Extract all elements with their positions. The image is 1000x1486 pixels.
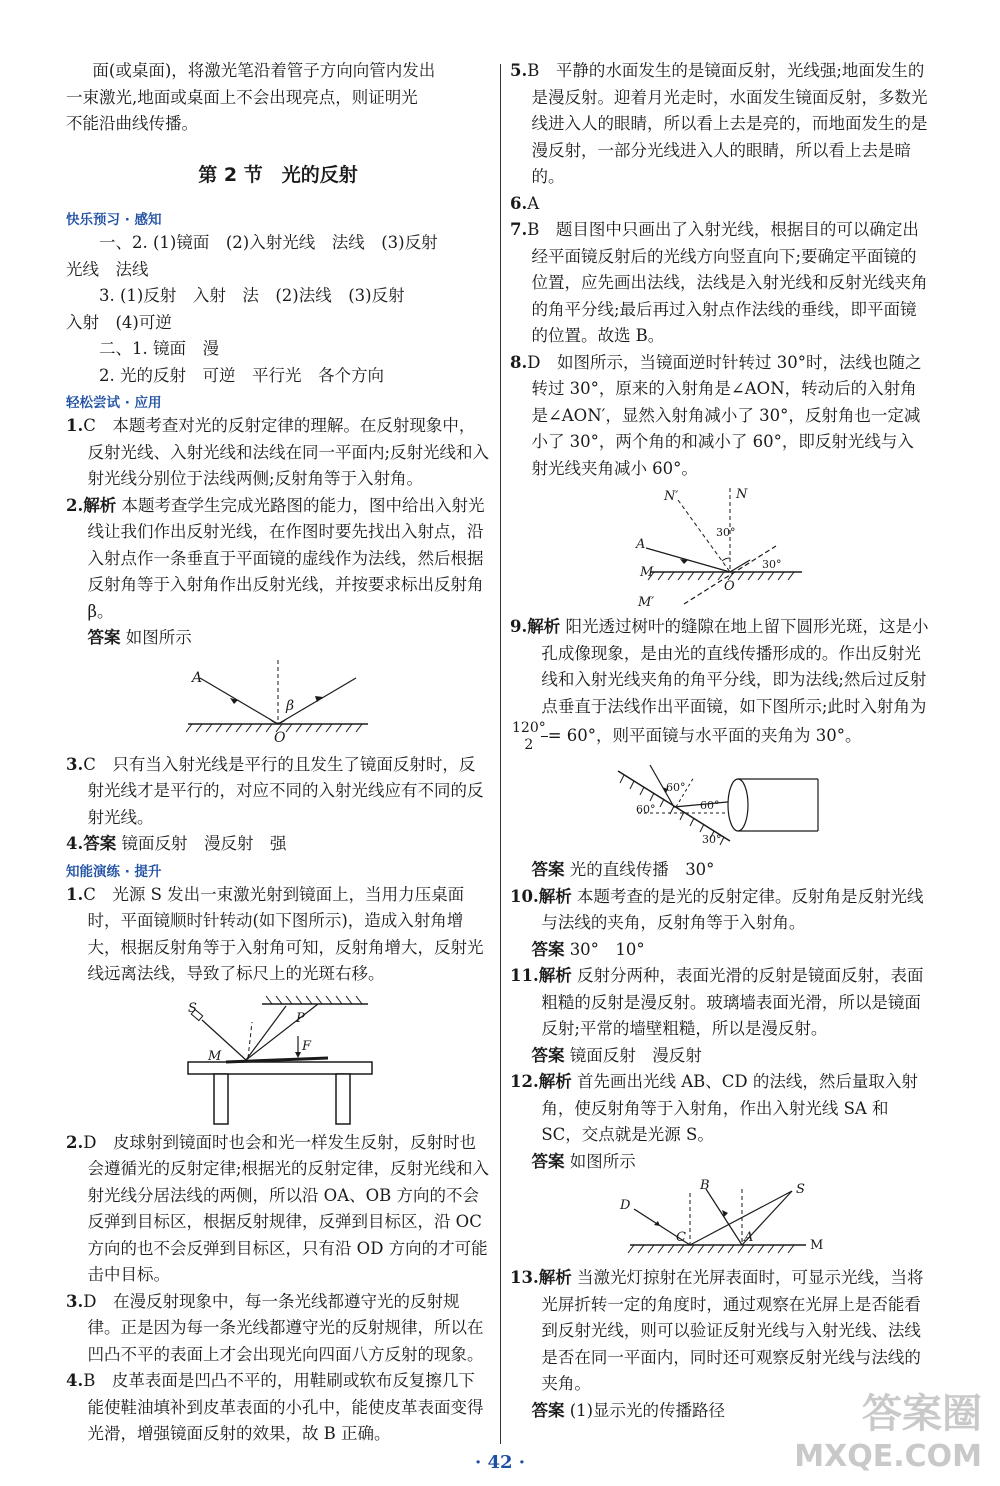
answer-item (66, 752, 490, 832)
reflection-diagram-q2 (178, 656, 378, 748)
preview-line: 一、2. (1)镜面 (2)入射光线 法线 (3)反射 (99, 233, 438, 252)
label-D: D (620, 1198, 631, 1213)
answer-item (510, 963, 930, 1043)
answer-item (66, 831, 490, 858)
item-text: D 如图所示，当镜面逆时针转过 30°时，法线也随之转过 30°，原来的入射角是∠AON，转动后的入射角是∠AON′，显然入射角减小了 30°，反射角也一定减小了 30°，两个角的和减小了 60°，即反射光线与入射光线夹角减小 60°。 (527, 352, 922, 478)
item-text: = 60°，则平面镜与水平面的夹角为 30°。 (547, 726, 862, 745)
item-text: 首先画出光线 AB、CD 的法线，然后量取入射角，使反射角等于入射角，作出入射光线 SA 和 SC，交点就是光源 S。 (541, 1072, 918, 1144)
analysis-label: 解析 (538, 1268, 572, 1287)
answer-line (510, 937, 930, 964)
item-text: C 只有当入射光线是平行的且发生了镜面反射时，反射光线才是平行的，对应不同的入射光线应有不同的反射光线。 (83, 754, 484, 827)
answer-line (510, 857, 930, 884)
answer-text: 光的直线传播 30° (569, 860, 715, 879)
item-number: 6. (510, 193, 528, 213)
angle-60: 60° (636, 803, 656, 816)
item-number: 4. (66, 834, 84, 853)
angle-30: 30° (762, 558, 782, 571)
item-text: 阳光透过树叶的缝隙在地上留下圆形光斑，这是小孔成像现象，是由光的直线传播形成的。作出反射光线和入射光线夹角的角平分线，即为法线;然后过反射点垂直于法线作出平面镜，如下图所示;此时入射角为 (541, 617, 929, 716)
intro-line: 一束激光,地面或桌面上不会出现亮点，则证明光 (66, 87, 418, 107)
answer-item (66, 882, 490, 988)
item-text: B 平静的水面发生的是镜面反射，光线强;地面发生的是漫反射。迎着月光走时，水面发生镜面反射，多数光线进入人的眼睛，所以看上去是亮的，而地面发生的是漫反射，一部分光线进入人的眼睛，所以看上去是暗的。 (527, 61, 928, 186)
answer-label: 答案 (531, 860, 565, 879)
preview-line: 3. (1)反射 入射 法 (2)法线 (3)反射 (99, 286, 405, 305)
item-number: 2. (66, 495, 84, 515)
item-text: D 皮球射到镜面时也会和光一样发生反射，反射时也会遵循光的反射定律;根据光的反射定律，反射光线和入射光线分居法线的两侧，所以沿 OA、OB 方向的不会反弹到目标区，根据反射规律，反弹到目标区，沿 OC 方向的也不会反弹到目标区，只有沿 OD 方向的才可能击中目标。 (83, 1132, 489, 1284)
answer-item (66, 1289, 490, 1369)
answer-item (510, 614, 930, 753)
item-number: 11. (510, 966, 539, 985)
answer-text: 30° 10° (569, 939, 645, 959)
answer-label: 答案 (531, 1400, 565, 1420)
item-number: 7. (510, 220, 528, 239)
label-O: O (724, 579, 735, 594)
item-number: 2. (66, 1132, 84, 1152)
section-heading: 快乐预习 · 感知 (66, 212, 162, 228)
left-column (66, 58, 490, 1448)
label-M: M (640, 565, 654, 580)
section-heading: 知能演练 · 提升 (66, 863, 162, 880)
analysis-label: 解析 (538, 966, 572, 985)
item-number: 3. (66, 754, 84, 774)
label-S: S (796, 1182, 805, 1197)
fraction-denominator: 2 (524, 737, 534, 753)
answer-item (510, 217, 930, 350)
intro-line: 不能沿曲线传播。 (66, 114, 198, 133)
intro-line: 面(或桌面)，将激光笔沿着管子方向向管内发出 (92, 61, 436, 80)
label-O: O (274, 729, 286, 746)
item-text: A (527, 193, 540, 213)
watermark-logo: 答案圈 (862, 1391, 982, 1437)
right-column (510, 58, 930, 1424)
item-number: 12. (510, 1072, 539, 1091)
analysis-label: 解析 (538, 1072, 572, 1091)
light-source-diagram (610, 1179, 830, 1261)
label-M-prime: M′ (638, 595, 655, 610)
label-C: C (676, 1230, 686, 1245)
label-M: M (810, 1238, 824, 1253)
label-B: B (700, 1179, 710, 1193)
answer-text: (1)显示光的传播路径 (569, 1400, 726, 1420)
answer-item (66, 1130, 490, 1289)
answer-label: 答案 (87, 628, 121, 647)
item-text: 反射分两种，表面光滑的反射是镜面反射，表面粗糙的反射是漫反射。玻璃墙表面光滑，所以是镜面反射;平常的墙壁粗糙，所以是漫反射。 (541, 966, 924, 1038)
answer-line (510, 1149, 930, 1176)
item-text: B 皮革表面是凹凸不平的，用鞋刷或软布反复擦几下能使鞋油填补到皮革表面的小孔中，能使皮革表面变得光滑，增强镜面反射的效果，故 B 正确。 (83, 1371, 484, 1443)
answer-label: 答案 (531, 1045, 565, 1065)
analysis-label: 解析 (538, 886, 572, 906)
item-text: C 本题考查对光的反射定律的理解。在反射现象中，反射光线、入射光线和法线在同一平面内;反射光线和入射光线分别位于法线两侧;反射角等于入射角。 (83, 416, 489, 488)
rotated-mirror-diagram (630, 486, 810, 610)
answer-item (510, 350, 930, 483)
answer-item (66, 493, 490, 626)
angle-30: 30° (716, 526, 736, 539)
angle-30: 30° (702, 833, 722, 846)
page-number: · 42 · (474, 1452, 526, 1473)
item-text: 本题考查的是光的反射定律。反射角是反射光线与法线的夹角，反射角等于入射角。 (541, 886, 924, 932)
preview-line: 2. 光的反射 可逆 平行光 各个方向 (99, 365, 384, 385)
answer-item (66, 1368, 490, 1448)
item-number: 8. (510, 352, 528, 372)
label-F: F (302, 1038, 312, 1054)
answer-line (510, 1043, 930, 1070)
item-text: D 在漫反射现象中，每一条光线都遵守光的反射规律。正是因为每一条光线都遵守光的反射规律，所以在凹凸不平的表面上才会出现光向四面八方反射的现象。 (83, 1291, 484, 1364)
answer-item (510, 1265, 930, 1398)
analysis-label: 解析 (83, 495, 117, 515)
pinhole-mirror-diagram (610, 757, 830, 853)
preview-line: 光线 法线 (66, 259, 149, 279)
item-text: 当激光灯掠射在光屏表面时，可显示光线，当将光屏折转一定的角度时，通过观察在光屏上是否能看到反射光线，则可以验证反射光线与入射光线、法线是否在同一平面内，同时还可观察反射光线与法线的夹角。 (541, 1268, 924, 1393)
answer-text: 如图所示 (569, 1151, 636, 1171)
angle-60: 60° (666, 781, 686, 794)
answer-text: 镜面反射 漫反射 强 (121, 834, 287, 853)
item-text: B 题目图中只画出了入射光线，根据目的可以确定出经平面镜反射后的光线方向竖直向下;要确定平面镜的位置，应先画出法线，法线是入射光线和反射光线夹角的角平分线;最后再过入射点作法线的垂线，即平面镜的位置。故选 B。 (527, 220, 928, 345)
label-beta: β (286, 697, 295, 714)
answer-item (510, 191, 930, 218)
item-number: 5. (510, 61, 528, 80)
answer-item (66, 413, 490, 493)
label-P: P (296, 1010, 305, 1026)
answer-label: 答案 (531, 1151, 565, 1171)
label-A: A (192, 669, 203, 686)
column-divider (500, 64, 501, 1444)
label-A: A (636, 537, 646, 552)
answer-label: 答案 (531, 939, 565, 959)
label-N: N (736, 487, 748, 502)
item-number: 10. (510, 886, 539, 906)
item-number: 4. (66, 1371, 84, 1390)
table-mirror-diagram (178, 992, 378, 1126)
item-number: 3. (66, 1291, 84, 1311)
answer-item (510, 1069, 930, 1149)
fraction-numerator: 120° (512, 720, 546, 736)
item-number: 1. (66, 416, 84, 435)
preview-line: 二、1. 镜面 漫 (99, 339, 219, 358)
answer-item (510, 884, 930, 937)
item-number: 9. (510, 617, 528, 636)
section-title: 第 2 节 光的反射 (198, 163, 358, 186)
angle-60: 60° (700, 799, 720, 812)
answer-item (510, 58, 930, 191)
label-S: S (188, 1000, 197, 1016)
answer-text: 如图所示 (125, 628, 192, 647)
answer-label: 答案 (83, 834, 117, 853)
label-N-prime: N′ (664, 489, 679, 504)
section-heading: 轻松尝试 · 应用 (66, 395, 162, 411)
watermark-url: MXQE.COM (794, 1439, 982, 1474)
label-A: A (744, 1230, 754, 1245)
answer-text: 镜面反射 漫反射 (569, 1045, 702, 1065)
preview-line: 入射 (4)可逆 (66, 312, 172, 332)
item-number: 1. (66, 884, 84, 904)
item-number: 13. (510, 1268, 539, 1287)
watermark (794, 1382, 982, 1474)
item-text: 本题考查学生完成光路图的能力，图中给出入射光线让我们作出反射光线，在作图时要先找出入射点，沿入射点作一条垂直于平面镜的虚线作为法线，然后根据反射角等于入射角作出反射光线，并按要求标出反射角 β。 (87, 495, 485, 621)
item-text: C 光源 S 发出一束激光射到镜面上，当用力压桌面时，平面镜顺时针转动(如下图所示)，造成入射角增大，根据反射角等于入射角可知，反射角增大，反射光线远离法线，导致了标尺上的光斑右移。 (83, 884, 484, 983)
answer-line (66, 625, 490, 652)
label-M: M (208, 1048, 222, 1064)
analysis-label: 解析 (527, 617, 561, 636)
